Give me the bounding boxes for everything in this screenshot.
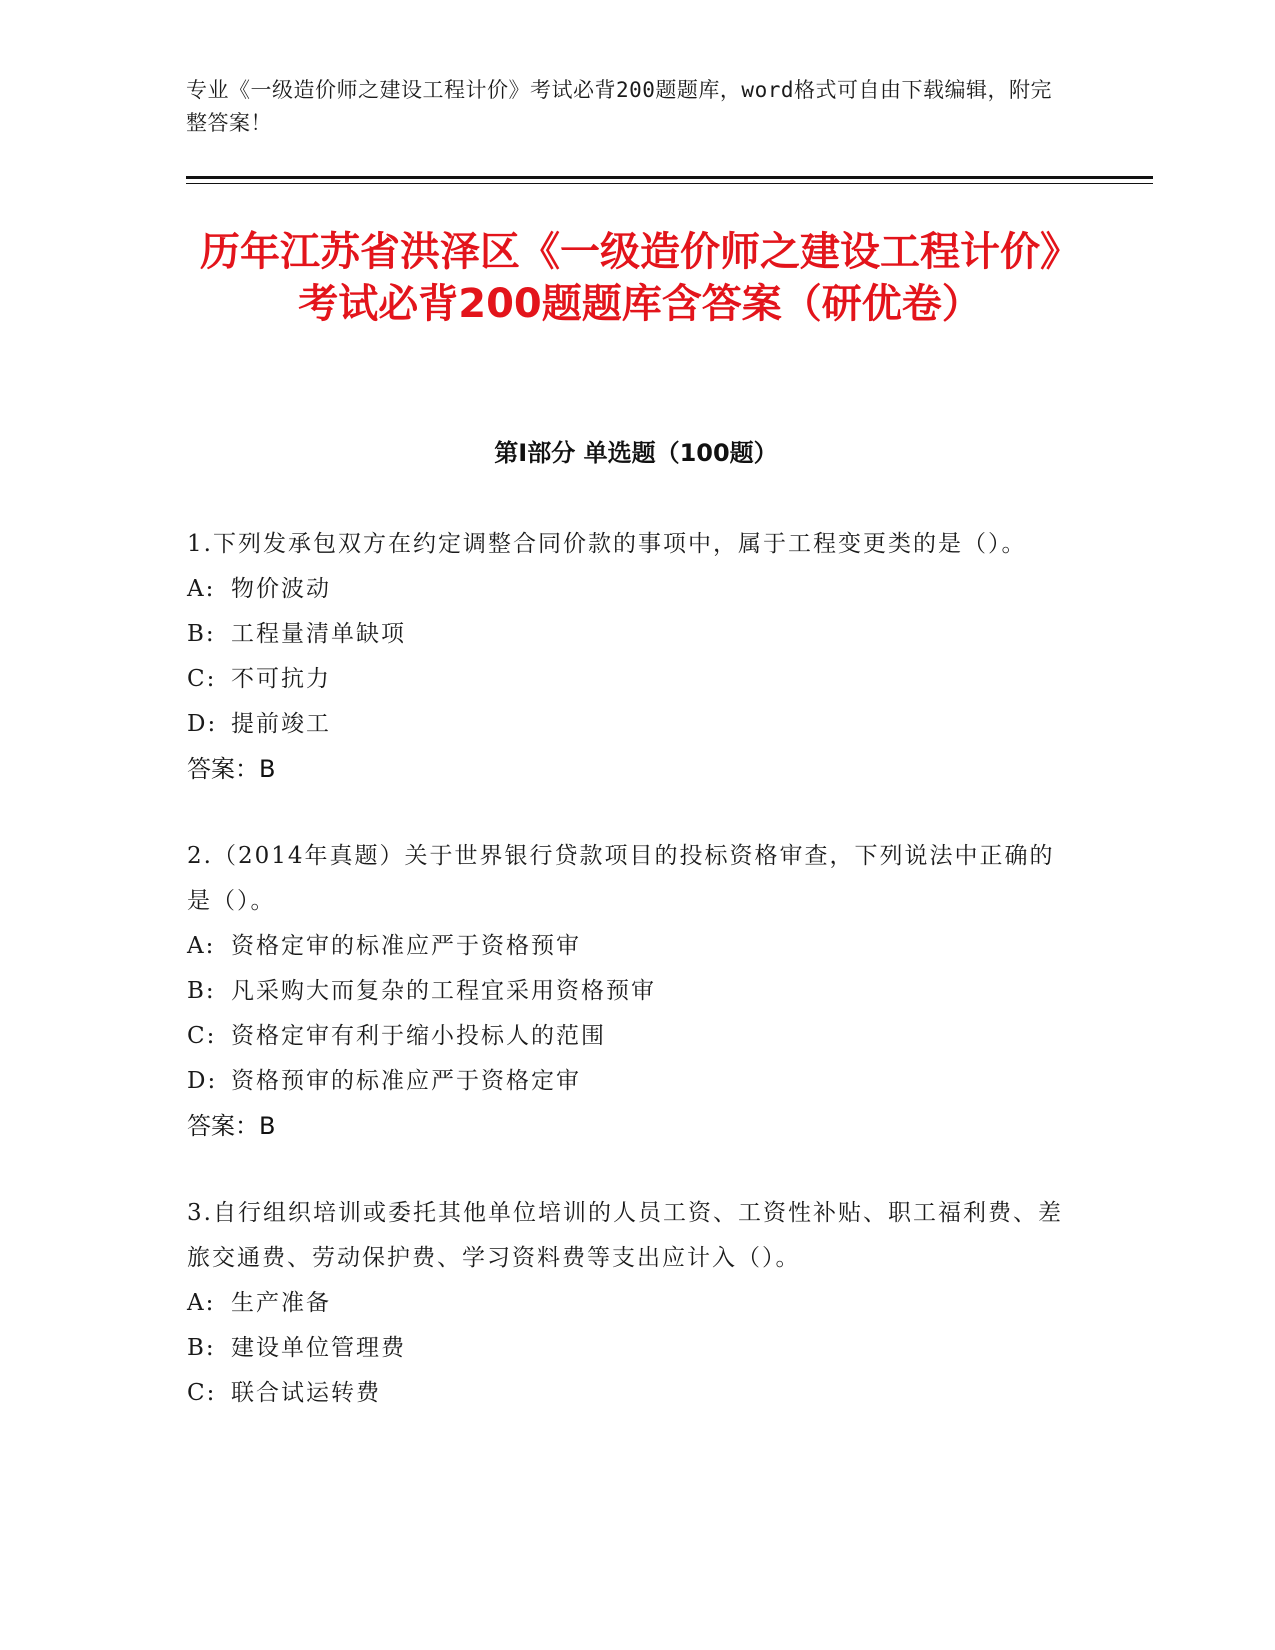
option-text: 资格定审的标准应严于资格预审 [231,933,581,959]
option-text: 提前竣工 [231,711,331,737]
option-c [187,1014,1067,1059]
option-key: A: [187,933,216,959]
question-stem: 1.下列发承包双方在约定调整合同价款的事项中，属于工程变更类的是（）。 [187,531,1027,557]
option-key: C: [187,1380,217,1406]
option-a [187,924,1067,969]
option-text: 凡采购大而复杂的工程宜采用资格预审 [231,978,656,1004]
option-d [187,702,1067,747]
option-key: C: [187,666,217,692]
option-text: 生产准备 [231,1290,331,1316]
option-b [187,612,1067,657]
header-divider-thick [186,176,1153,179]
question-3 [187,1191,1067,1416]
option-key: A: [187,576,216,602]
header-divider-thin [186,183,1153,184]
option-key: A: [187,1290,216,1316]
question-list [187,522,1067,1458]
option-key: B: [187,978,216,1004]
document-title: 历年江苏省洪泽区《一级造价师之建设工程计价》考试必背200题题库含答案（研优卷） [200,229,1080,327]
option-text: 建设单位管理费 [231,1335,406,1361]
option-key: B: [187,1335,216,1361]
answer: 答案：B [187,755,276,783]
option-c [187,1371,1067,1416]
option-text: 资格预审的标准应严于资格定审 [231,1068,581,1094]
option-key: D: [187,711,218,737]
option-text: 资格定审有利于缩小投标人的范围 [231,1023,606,1049]
section-title: 第Ⅰ部分 单选题（100题） [494,439,778,467]
option-c [187,657,1067,702]
option-key: B: [187,621,216,647]
question-2 [187,834,1067,1149]
header-note: 专业《一级造价师之建设工程计价》考试必背200题题库，word格式可自由下载编辑，附完整答案！ [186,78,1052,135]
option-a [187,1281,1067,1326]
option-d [187,1059,1067,1104]
option-b [187,969,1067,1014]
option-a [187,567,1067,612]
option-text: 物价波动 [231,576,331,602]
question-stem: 3.自行组织培训或委托其他单位培训的人员工资、工资性补贴、职工福利费、差旅交通费、劳动保护费、学习资料费等支出应计入（）。 [187,1200,1063,1271]
option-b [187,1326,1067,1371]
option-text: 联合试运转费 [231,1380,381,1406]
question-1 [187,522,1067,792]
option-text: 工程量清单缺项 [231,621,406,647]
option-key: D: [187,1068,218,1094]
option-key: C: [187,1023,217,1049]
answer: 答案：B [187,1112,276,1140]
option-text: 不可抗力 [231,666,331,692]
question-stem: 2.（2014年真题）关于世界银行贷款项目的投标资格审查，下列说法中正确的是（）。 [187,843,1055,914]
